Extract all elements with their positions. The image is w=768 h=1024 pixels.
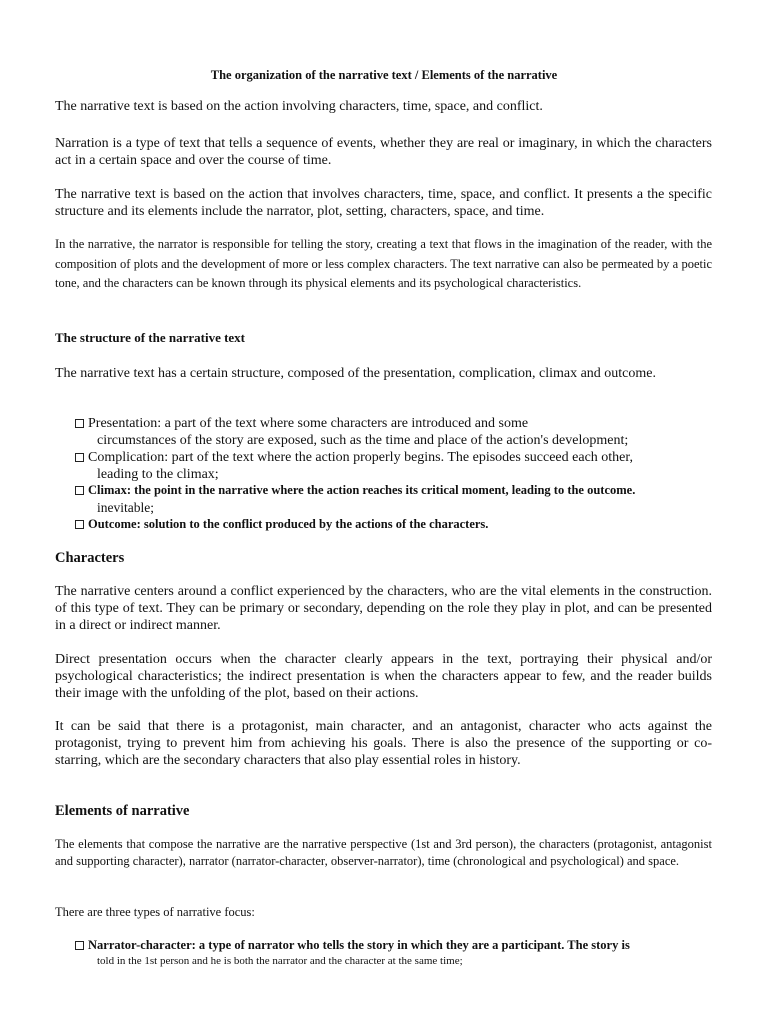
list-item-text: Presentation: a part of the text where some characters are introduced and some [88,416,529,431]
list-item-text: Complication: part of the text where the action properly begins. The episodes succeed each other, [88,450,633,465]
elements-paragraph-1: The elements that compose the narrative are the narrative perspective (1st and 3rd person), the characters (protagonist, antagonist and supporting character), narrator (narrator-character, observer-narrator), time (chronological and psychological) and space. [55,837,712,868]
intro-paragraph-2: Narration is a type of text that tells a sequence of events, whether they are real or imaginary, in which the characters act in a certain space and over the course of time. [55,136,712,168]
intro-paragraph-4: In the narrative, the narrator is responsible for telling the story, creating a text that flows in the imagination of the reader, with the composition of plots and the development of more or less complex characters. The text narrative can also be permeated by a poetic tone, and the characters can be known through its physical elements and its psychological characteristics. [55,237,712,290]
list-item-continuation: leading to the climax; [97,467,219,482]
document-title: The organization of the narrative text / Elements of the narrative [210,68,558,82]
list-item-narrator-character [75,937,737,968]
list-item-text: Narrator-character: a type of narrator who tells the story in which they are a participant. The story is [88,938,630,952]
structure-heading: The structure of the narrative text [55,330,246,345]
characters-paragraph-1: The narrative centers around a conflict experienced by the characters, who are the vital elements in the construction. of this type of text. They can be primary or secondary, depending on the role they play in plot, and can be presented in a direct or indirect manner. [55,584,712,633]
characters-paragraph-2: Direct presentation occurs when the character clearly appears in the text, portraying their physical and/or psychological characteristics; the indirect presentation is when the characters appear to few, and the reader builds their image with the unfolding of the plot, based on their actions. [55,652,712,701]
intro-paragraph-1: The narrative text is based on the action involving characters, time, space, and conflict. [55,99,543,114]
list-item-text: Climax: the point in the narrative where the action reaches its critical moment, leading to the outcome. [88,483,636,497]
checkbox-bullet-icon [75,453,84,462]
list-item-continuation: told in the 1st person and he is both the narrator and the character at the same time; [97,955,463,967]
list-item-continuation: circumstances of the story are exposed, such as the time and place of the action's development; [97,433,629,448]
checkbox-bullet-icon [75,486,84,495]
elements-paragraph-2: There are three types of narrative focus: [55,905,255,919]
list-item-presentation [75,415,712,449]
structure-paragraph: The narrative text has a certain structure, composed of the presentation, complication, climax and outcome. [55,366,657,381]
list-item-climax [75,482,712,516]
list-item-continuation: inevitable; [97,500,154,515]
characters-heading: Characters [55,550,125,566]
elements-heading: Elements of narrative [55,803,190,819]
checkbox-bullet-icon [75,941,84,950]
list-item-complication [75,449,712,483]
checkbox-bullet-icon [75,419,84,428]
list-item-text: Outcome: solution to the conflict produced by the actions of the characters. [88,517,489,531]
intro-paragraph-3: The narrative text is based on the action that involves characters, time, space, and conflict. It presents a the specific structure and its elements include the narrator, plot, setting, characters, space, and time. [55,187,712,219]
checkbox-bullet-icon [75,520,84,529]
characters-paragraph-3: It can be said that there is a protagonist, main character, and an antagonist, character who acts against the protagonist, trying to prevent him from achieving his goals. There is also the presence of the supporting or co-starring, which are the secondary characters that also play essential roles in history. [55,719,712,768]
list-item-outcome [75,516,712,533]
